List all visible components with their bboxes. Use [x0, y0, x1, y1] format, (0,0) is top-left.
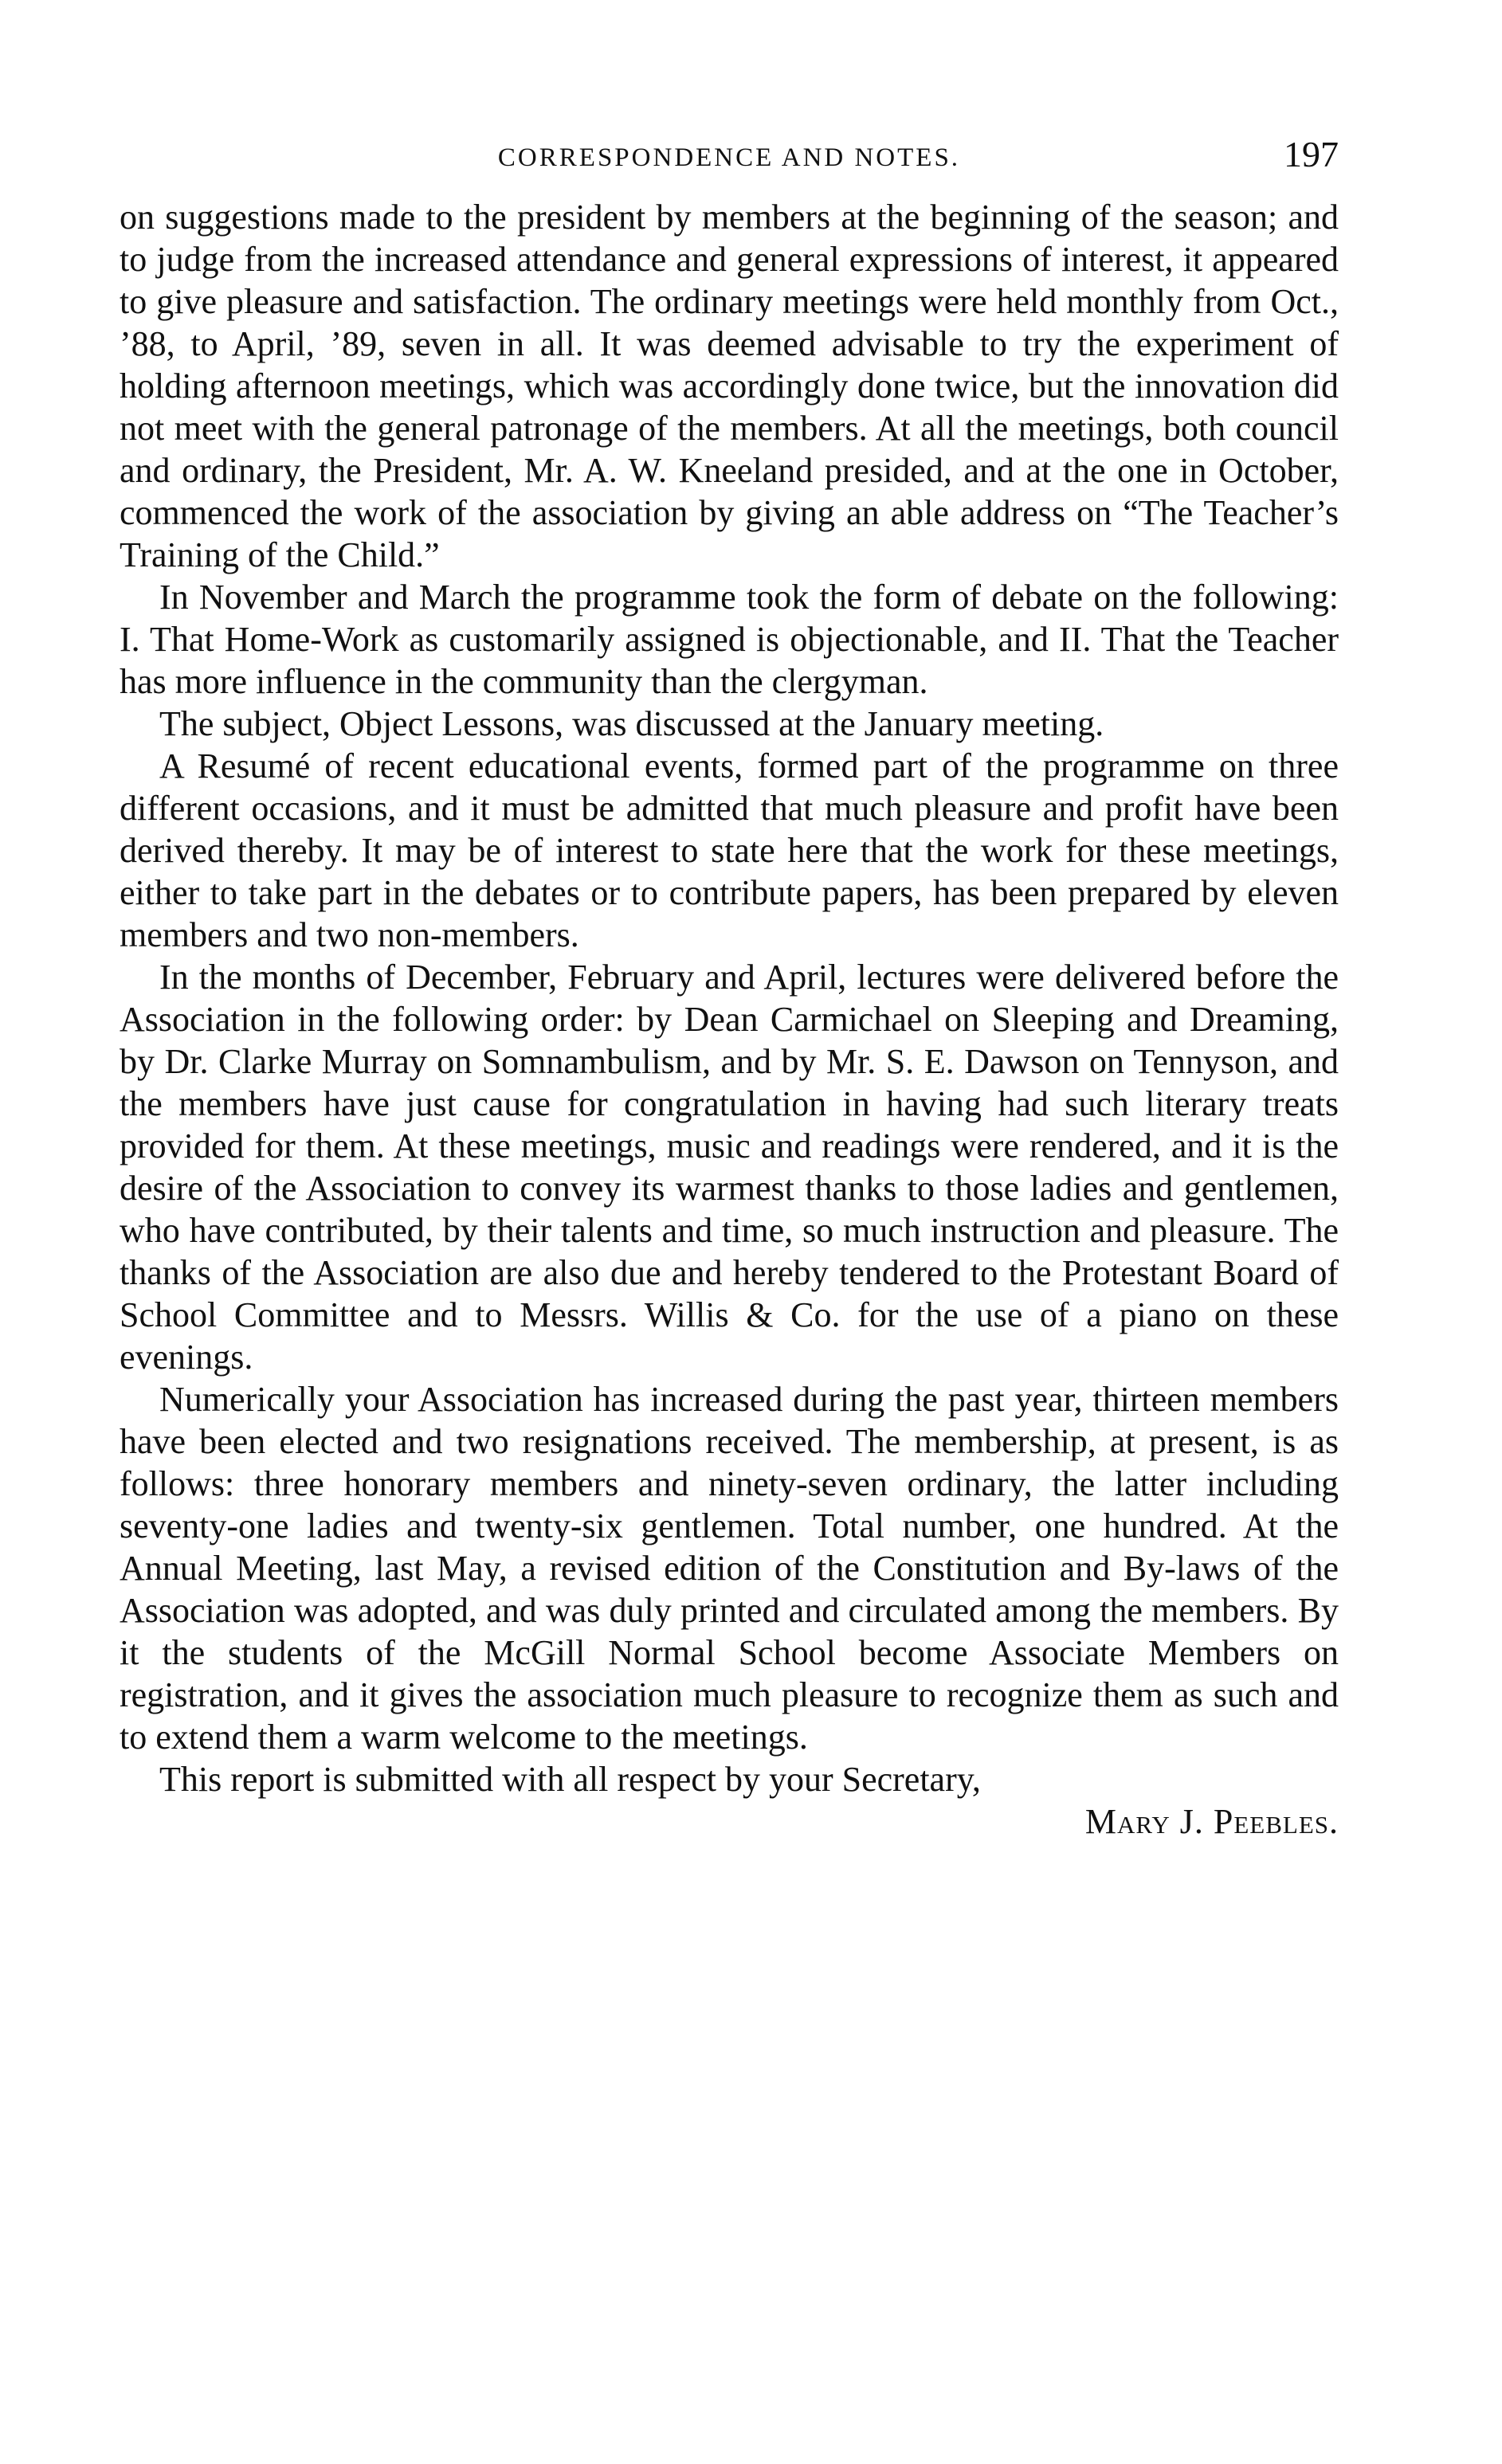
running-head: CORRESPONDENCE AND NOTES.	[497, 143, 961, 172]
body-text	[120, 196, 1339, 1843]
paragraph-3: The subject, Object Lessons, was discussed at the January meeting.	[159, 704, 1104, 743]
signature: Mary J. Peebles.	[1084, 1802, 1339, 1841]
paragraph-2: In November and March the programme took the form of debate on the following: I. That Home-Work as customarily assigned is objectionable, and II. That the Teacher has more influence in the community than the clergyman.	[120, 578, 1339, 701]
page-header	[120, 134, 1339, 182]
paragraph-4: A Resumé of recent educational events, formed part of the programme on three different occasions, and it must be admitted that much pleasure and profit have been derived thereby. It may be of interest to state here that the work for these meetings, either to take part in the debates or to contribute papers, has been prepared by eleven members and two non-members.	[120, 746, 1339, 954]
paragraph-1: on suggestions made to the president by members at the beginning of the season; and to judge from the increased attendance and general expressions of interest, it appeared to give pleasure and satisfaction. The ordinary meetings were held monthly from Oct., ’88, to April, ’89, seven in all. It was deemed advisable to try the experiment of holding afternoon meetings, which was accordingly done twice, but the innovation did not meet with the general patronage of the members. At all the meetings, both council and ordinary, the President, Mr. A. W. Kneeland presided, and at the one in October, commenced the work of the association by giving an able address on “The Teacher’s Training of the Child.”	[120, 198, 1339, 574]
paragraph-5: In the months of December, February and April, lectures were delivered before the Association in the following order: by Dean Carmichael on Sleeping and Dreaming, by Dr. Clarke Murray on Somnambulism, and by Mr. S. E. Dawson on Tennyson, and the members have just cause for congratulation in having had such literary treats provided for them. At these meetings, music and readings were rendered, and it is the desire of the Association to convey its warmest thanks to those ladies and gentlemen, who have contributed, by their talents and time, so much instruction and pleasure. The thanks of the Association are also due and hereby tendered to the Protestant Board of School Committee and to Messrs. Willis & Co. for the use of a piano on these evenings.	[120, 958, 1339, 1377]
closing-line: This report is submitted with all respect by your Secretary,	[159, 1760, 981, 1799]
page-number: 197	[1284, 134, 1339, 174]
paragraph-6: Numerically your Association has increased during the past year, thirteen members have been elected and two resignations received. The membership, at present, is as follows: three honorary members and ninety-seven ordinary, the latter including seventy-one ladies and twenty-six gentlemen. Total number, one hundred. At the Annual Meeting, last May, a revised edition of the Constitution and By-laws of the Association was adopted, and was duly printed and circulated among the members. By it the students of the McGill Normal School become Associate Members on registration, and it gives the association much pleasure to recognize them as such and to extend them a warm welcome to the meetings.	[120, 1380, 1339, 1757]
